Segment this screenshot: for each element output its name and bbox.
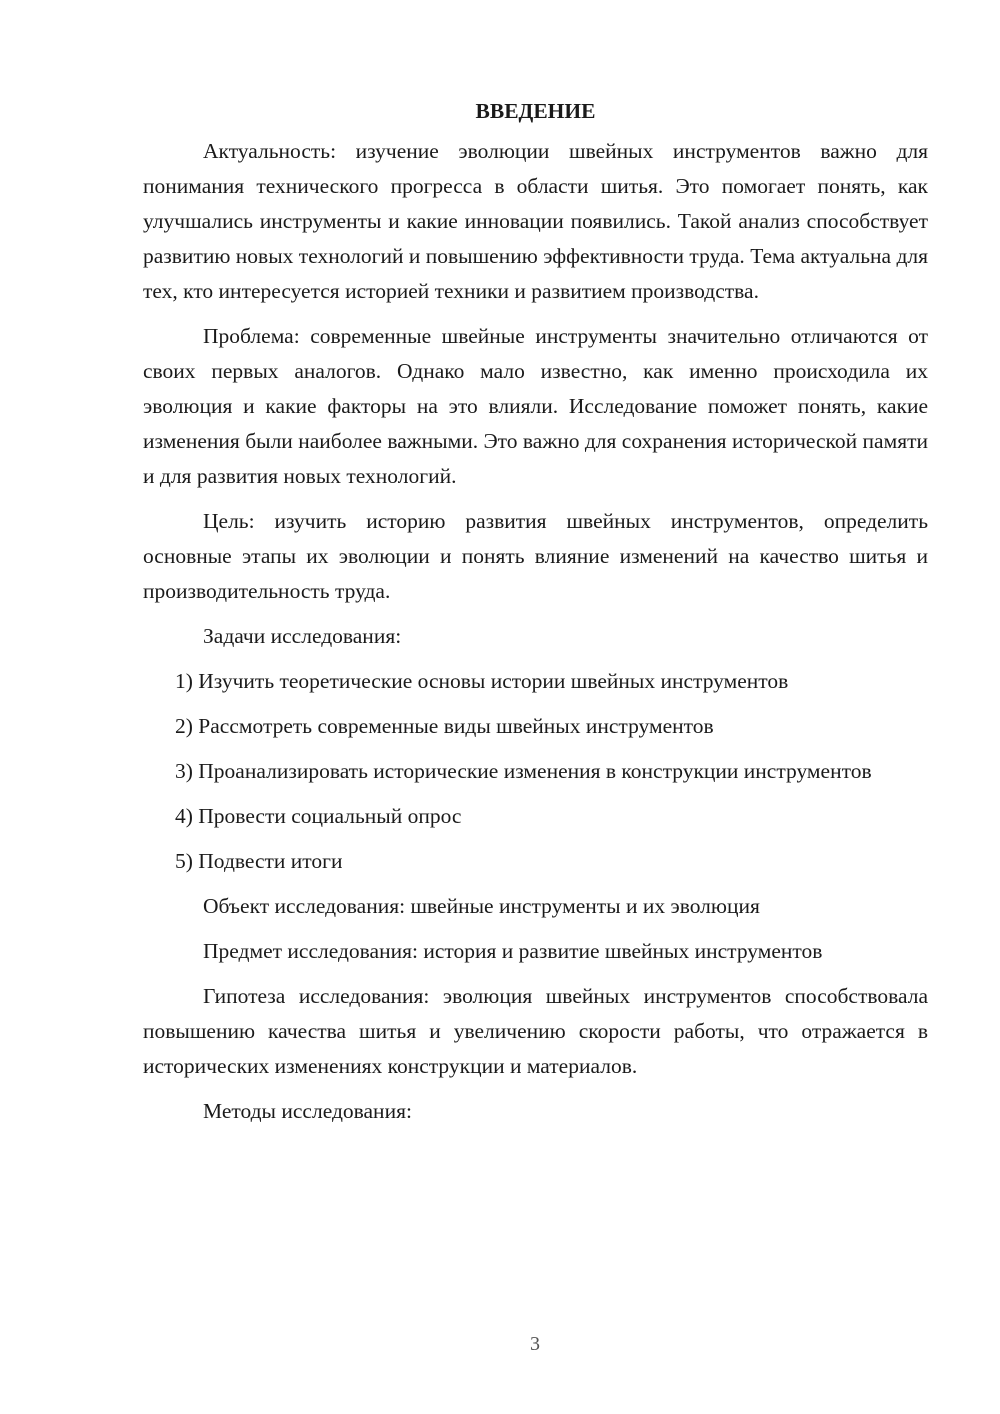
- document-page: [143, 96, 928, 1139]
- problem-paragraph: Проблема: современные швейные инструменты значительно отличаются от своих первых аналогов. Однако мало известно, как именно происходила их эволюция и какие факторы на это влияли. Исследование поможет понять, какие изменения были наиболее важными. Это важно для сохранения исторической памяти и для развития новых технологий.: [143, 324, 928, 488]
- task-item-4: 4) Провести социальный опрос: [175, 804, 462, 828]
- subject-line: Предмет исследования: история и развитие швейных инструментов: [203, 939, 823, 963]
- hypothesis-paragraph: Гипотеза исследования: эволюция швейных инструментов способствовала повышению качества шитья и увеличению скорости работы, что отражается в исторических изменениях конструкции и материалов.: [143, 984, 928, 1078]
- goal-paragraph: Цель: изучить историю развития швейных инструментов, определить основные этапы их эволюции и понять влияние изменений на качество шитья и производительность труда.: [143, 509, 928, 603]
- task-item-3: 3) Проанализировать исторические изменения в конструкции инструментов: [175, 759, 872, 783]
- task-item-2: 2) Рассмотреть современные виды швейных инструментов: [175, 714, 714, 738]
- tasks-heading: Задачи исследования:: [203, 624, 402, 648]
- task-item-1: 1) Изучить теоретические основы истории швейных инструментов: [175, 669, 789, 693]
- object-line: Объект исследования: швейные инструменты и их эволюция: [203, 894, 760, 918]
- methods-heading: Методы исследования:: [203, 1099, 412, 1123]
- page-number: 3: [530, 1333, 540, 1355]
- relevance-paragraph: Актуальность: изучение эволюции швейных инструментов важно для понимания технического прогресса в области шитья. Это помогает понять, как улучшались инструменты и какие инновации появились. Такой анализ способствует развитию новых технологий и повышению эффективности труда. Тема актуальна для тех, кто интересуется историей техники и развитием производства.: [143, 139, 928, 303]
- page-title: ВВЕДЕНИЕ: [475, 99, 596, 123]
- task-item-5: 5) Подвести итоги: [175, 849, 343, 873]
